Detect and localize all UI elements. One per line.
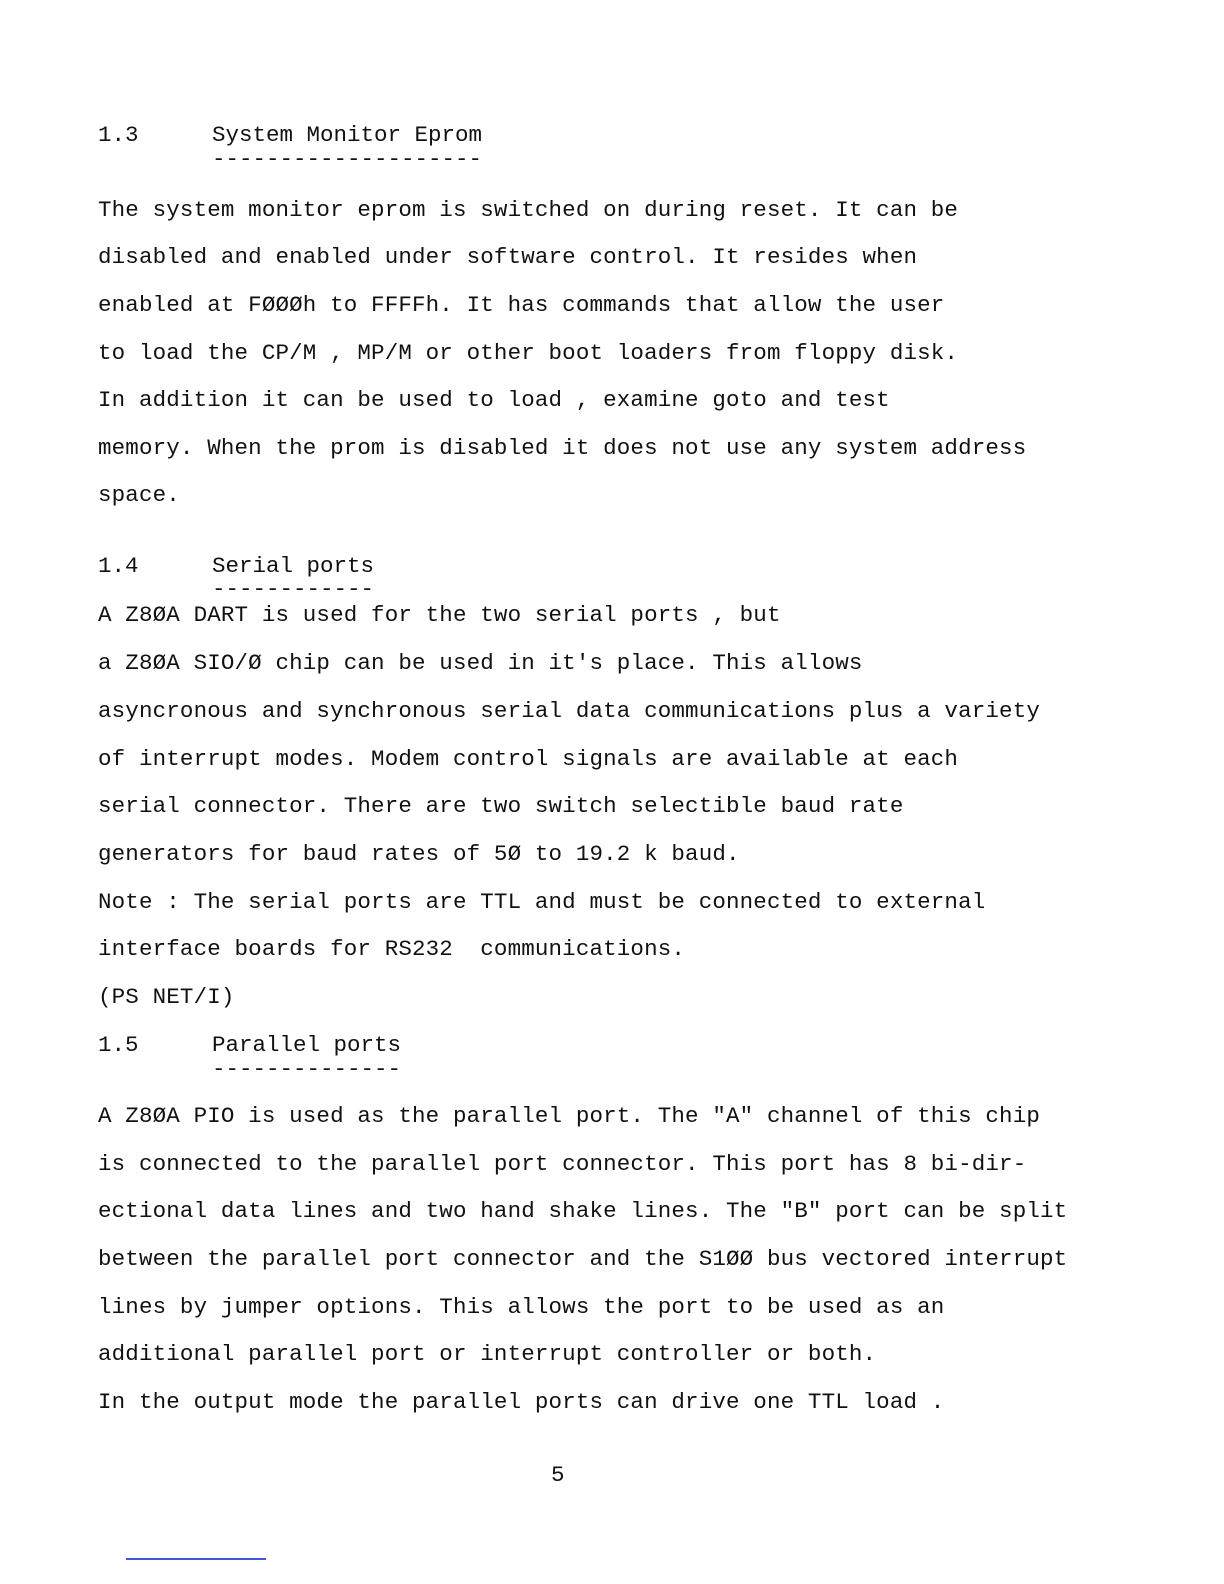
body-line: a Z8ØA SIO/Ø chip can be used in it's place. This allows <box>98 650 863 676</box>
body-line: (PS NET/I) <box>98 984 235 1010</box>
title-underline: -------------- <box>212 1056 402 1082</box>
page-number: 5 <box>551 1462 565 1488</box>
body-line: disabled and enabled under software control. It resides when <box>98 244 918 270</box>
body-line: serial connector. There are two switch selectible baud rate <box>98 793 904 819</box>
body-line: A Z8ØA DART is used for the two serial ports , but <box>98 602 781 628</box>
body-line: to load the CP/M , MP/M or other boot loaders from floppy disk. <box>98 340 959 366</box>
title-underline: -------------------- <box>212 146 483 172</box>
body-line: is connected to the parallel port connector. This port has 8 bi-dir- <box>98 1151 1027 1177</box>
body-line: memory. When the prom is disabled it does not use any system address <box>98 435 1027 461</box>
scan-artifact-line <box>126 1558 266 1560</box>
body-line: space. <box>98 482 180 508</box>
section-number: 1.4 <box>98 553 139 579</box>
body-line: enabled at FØØØh to FFFFh. It has commands that allow the user <box>98 292 945 318</box>
body-line: interface boards for RS232 communications. <box>98 936 686 962</box>
section-number: 1.5 <box>98 1032 139 1058</box>
section-title: Parallel ports <box>212 1032 402 1058</box>
section-title: System Monitor Eprom <box>212 122 483 148</box>
body-line: lines by jumper options. This allows the port to be used as an <box>98 1294 945 1320</box>
body-line: In the output mode the parallel ports can drive one TTL load . <box>98 1389 945 1415</box>
body-line: ectional data lines and two hand shake lines. The "B" port can be split <box>98 1198 1068 1224</box>
section-title: Serial ports <box>212 553 375 579</box>
body-line: A Z8ØA PIO is used as the parallel port. The "A" channel of this chip <box>98 1103 1041 1129</box>
body-line: generators for baud rates of 5Ø to 19.2 k baud. <box>98 841 740 867</box>
section-number: 1.3 <box>98 122 139 148</box>
title-underline: ------------ <box>212 576 375 602</box>
body-line: asyncronous and synchronous serial data communications plus a variety <box>98 698 1041 724</box>
body-line: Note : The serial ports are TTL and must be connected to external <box>98 889 986 915</box>
body-line: between the parallel port connector and the S1ØØ bus vectored interrupt <box>98 1246 1068 1272</box>
body-line: The system monitor eprom is switched on during reset. It can be <box>98 197 959 223</box>
body-line: of interrupt modes. Modem control signals are available at each <box>98 746 959 772</box>
body-line: additional parallel port or interrupt controller or both. <box>98 1341 877 1367</box>
body-line: In addition it can be used to load , examine goto and test <box>98 387 890 413</box>
